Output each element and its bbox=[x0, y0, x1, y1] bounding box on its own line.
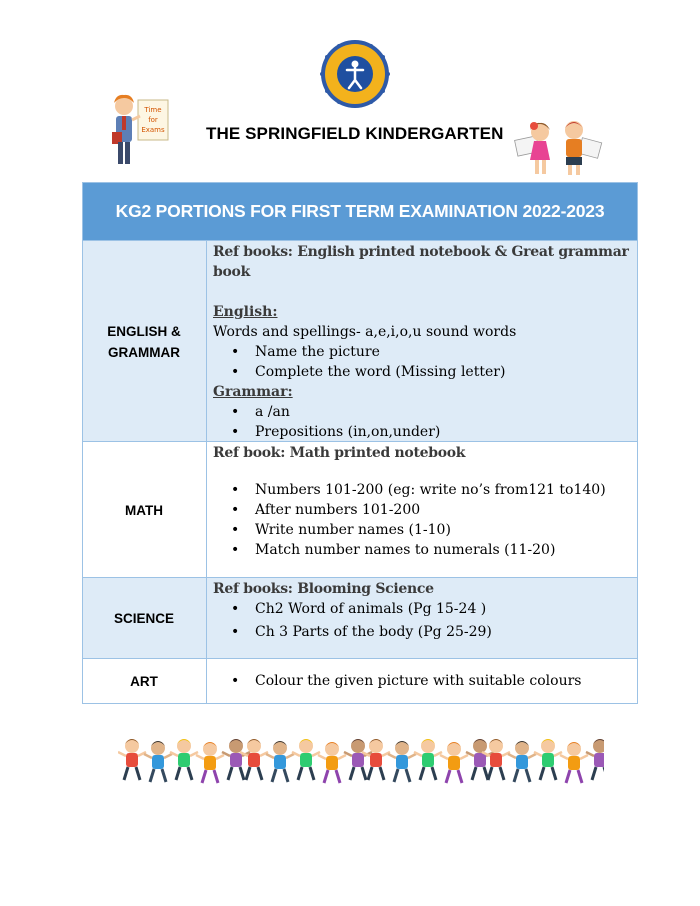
list-item: • Ch2 Word of animals (Pg 15-24 ) bbox=[213, 599, 632, 619]
table-row-art bbox=[82, 658, 638, 703]
list-item: • Write number names (1-10) bbox=[213, 520, 632, 540]
list-item: • Numbers 101-200 (eg: write no’s from121 to140) bbox=[213, 480, 632, 500]
list-item: • Match number names to numerals (11-20) bbox=[213, 540, 632, 560]
list-item: • Complete the word (Missing letter) bbox=[213, 362, 632, 382]
teacher-icon bbox=[108, 92, 170, 170]
science-content bbox=[213, 579, 632, 642]
math-ref: Ref book: Math printed notebook bbox=[213, 445, 466, 461]
children-running-row-icon bbox=[118, 730, 604, 786]
list-item: • Ch 3 Parts of the body (Pg 25-29) bbox=[213, 622, 632, 642]
children-reading-icon bbox=[508, 118, 608, 178]
subject-science: SCIENCE bbox=[82, 578, 207, 659]
english-ref: Ref books: English printed notebook & Great grammar book bbox=[213, 244, 629, 280]
school-logo-icon bbox=[316, 38, 394, 110]
subject-math: MATH bbox=[82, 442, 207, 578]
science-ref: Ref books: Blooming Science bbox=[213, 581, 434, 597]
svg-text:Time: Time bbox=[144, 106, 162, 114]
english-heading: English: bbox=[213, 304, 278, 320]
list-item: • Colour the given picture with suitable colours bbox=[213, 671, 632, 691]
subject-english-line1: ENGLISH & bbox=[107, 323, 181, 339]
math-list bbox=[213, 480, 632, 560]
table-row-english bbox=[82, 240, 638, 442]
subject-english bbox=[82, 241, 207, 442]
science-list bbox=[213, 599, 632, 642]
table-row-math bbox=[82, 441, 638, 578]
english-content bbox=[213, 242, 632, 442]
list-item: • After numbers 101-200 bbox=[213, 500, 632, 520]
list-item: • a /an bbox=[213, 402, 632, 422]
grammar-heading: Grammar: bbox=[213, 384, 293, 400]
subject-art: ART bbox=[82, 659, 207, 703]
svg-text:Exams: Exams bbox=[141, 126, 165, 134]
list-item: • Prepositions (in,on,under) bbox=[213, 422, 632, 442]
list-item: • Name the picture bbox=[213, 342, 632, 362]
svg-text:for: for bbox=[148, 116, 158, 124]
table-row-science bbox=[82, 577, 638, 659]
math-content bbox=[213, 443, 632, 560]
school-name: THE SPRINGFIELD KINDERGARTEN bbox=[206, 124, 504, 143]
english-list bbox=[213, 342, 632, 382]
grammar-list bbox=[213, 402, 632, 442]
portions-table bbox=[82, 182, 638, 704]
english-intro: Words and spellings- a,e,i,o,u sound words bbox=[213, 324, 517, 340]
subject-english-line2: GRAMMAR bbox=[107, 344, 180, 360]
art-list bbox=[213, 671, 632, 691]
table-title: KG2 PORTIONS FOR FIRST TERM EXAMINATION 2022-2023 bbox=[82, 182, 638, 240]
art-content bbox=[213, 671, 632, 691]
